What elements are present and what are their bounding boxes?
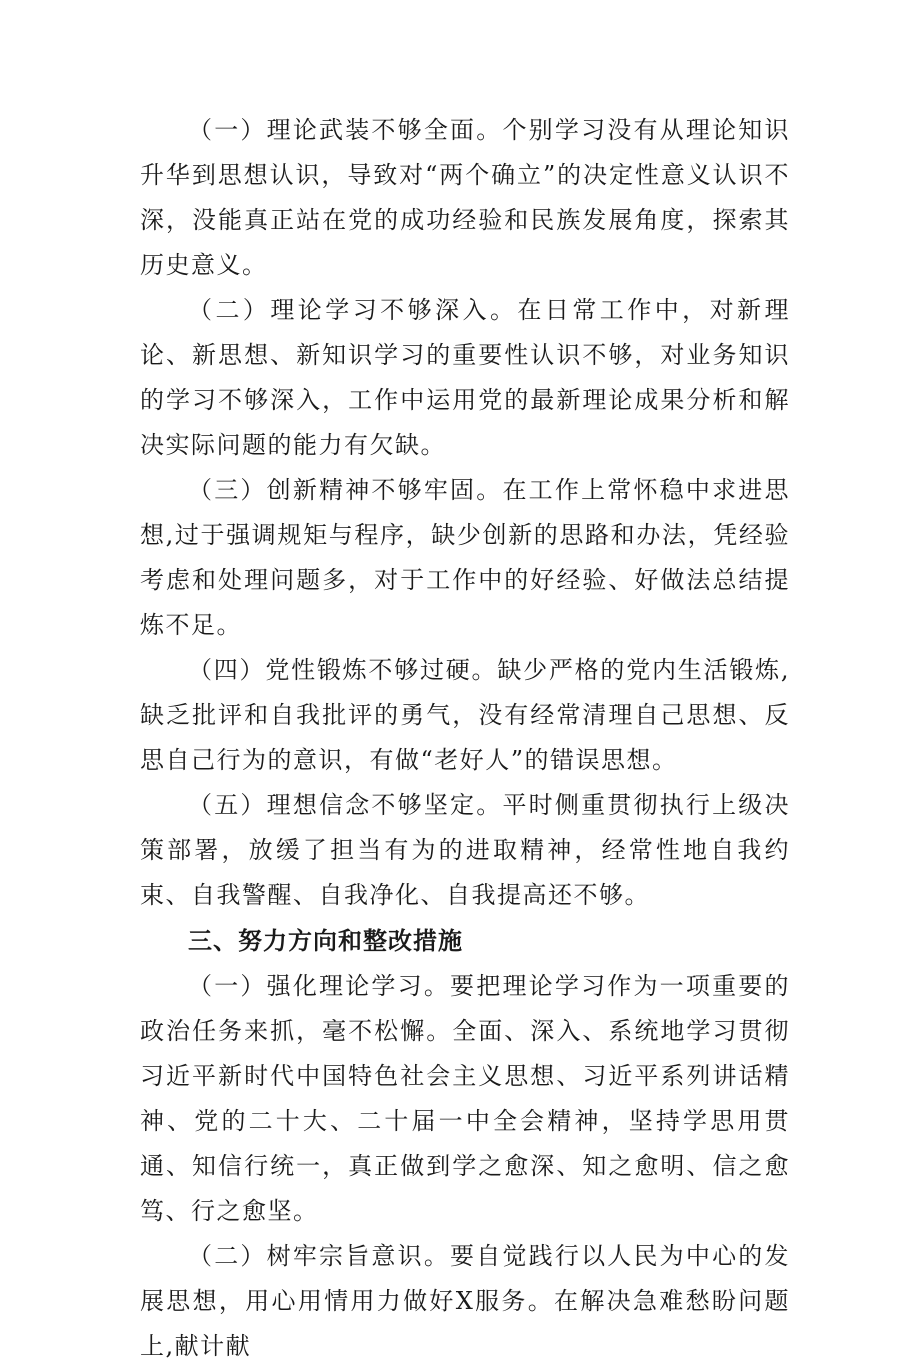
paragraph-problem-5: （五）理想信念不够坚定。平时侧重贯彻执行上级决策部署，放缓了担当有为的进取精神，经常性地自我约束、自我警醒、自我净化、自我提高还不够。 xyxy=(140,791,790,909)
paragraph-problem-2: （二）理论学习不够深入。在日常工作中，对新理论、新思想、新知识学习的重要性认识不够，对业务知识的学习不够深入，工作中运用党的最新理论成果分析和解决实际问题的能力有欠缺。 xyxy=(140,296,790,459)
document-body xyxy=(140,108,790,1369)
paragraph-problem-3: （三）创新精神不够牢固。在工作上常怀稳中求进思想,过于强调规矩与程序，缺少创新的思路和办法，凭经验考虑和处理问题多，对于工作中的好经验、好做法总结提炼不足。 xyxy=(140,476,790,639)
paragraph-problem-1: （一）理论武装不够全面。个别学习没有从理论知识升华到思想认识，导致对“两个确立”的决定性意义认识不深，没能真正站在党的成功经验和民族发展角度，探索其历史意义。 xyxy=(140,116,790,279)
paragraph-measure-2: （二）树牢宗旨意识。要自觉践行以人民为中心的发展思想，用心用情用力做好X服务。在解决急难愁盼问题上,献计献 xyxy=(140,1242,790,1360)
paragraph-measure-1: （一）强化理论学习。要把理论学习作为一项重要的政治任务来抓，毫不松懈。全面、深入、系统地学习贯彻习近平新时代中国特色社会主义思想、习近平系列讲话精神、党的二十大、二十届一中全会精神，坚持学思用贯通、知信行统一，真正做到学之愈深、知之愈明、信之愈笃、行之愈坚。 xyxy=(140,972,790,1225)
paragraph-problem-4: （四）党性锻炼不够过硬。缺少严格的党内生活锻炼,缺乏批评和自我批评的勇气，没有经常清理自己思想、反思自己行为的意识，有做“老好人”的错误思想。 xyxy=(140,656,790,774)
section-heading: 三、努力方向和整改措施 xyxy=(188,927,463,955)
